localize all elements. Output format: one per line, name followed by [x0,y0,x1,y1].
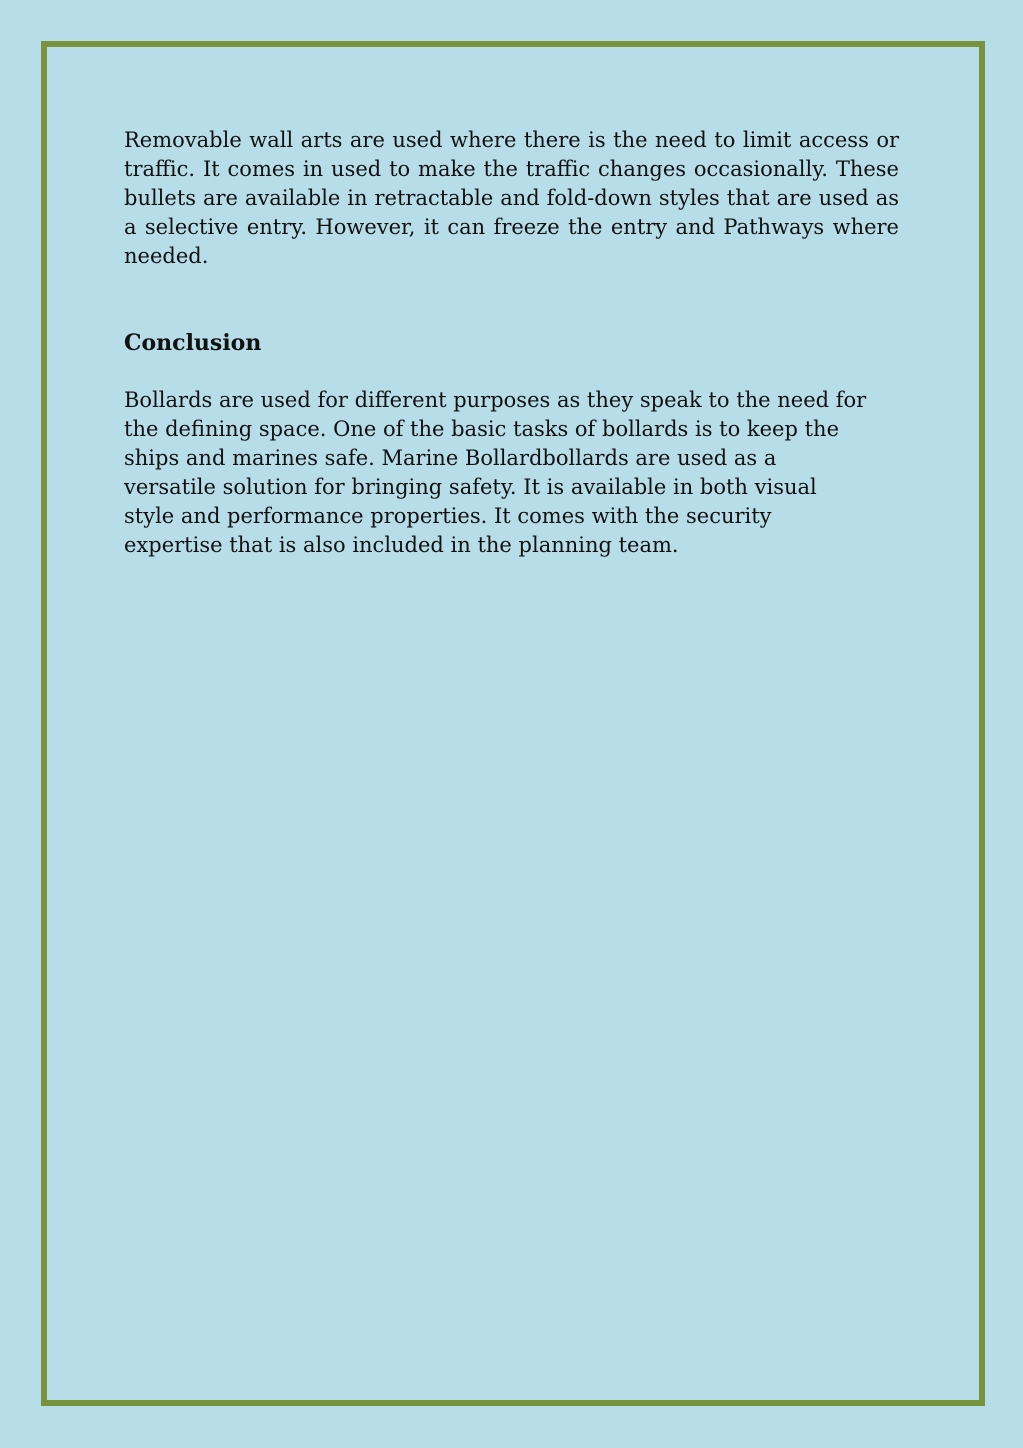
page-content [124,126,899,560]
intro-paragraph: Removable wall arts are used where there is the need to limit access or traffic. It comes in used to make the traffic changes occasionally. These bullets are available in retractable and fold-down styles that are used as a selective entry. However, it can freeze the entry and Pathways where needed. [124,128,899,268]
conclusion-paragraph: Bollards are used for different purposes as they speak to the need for the defining space. One of the basic tasks of bollards is to keep the ships and marines safe. Marine Bollardbollards are used as a versatile solution for bringing safety. It is available in both visual style and performance properties. It comes with the security expertise that is also included in the planning team. [124,388,867,557]
conclusion-heading: Conclusion [124,330,262,356]
